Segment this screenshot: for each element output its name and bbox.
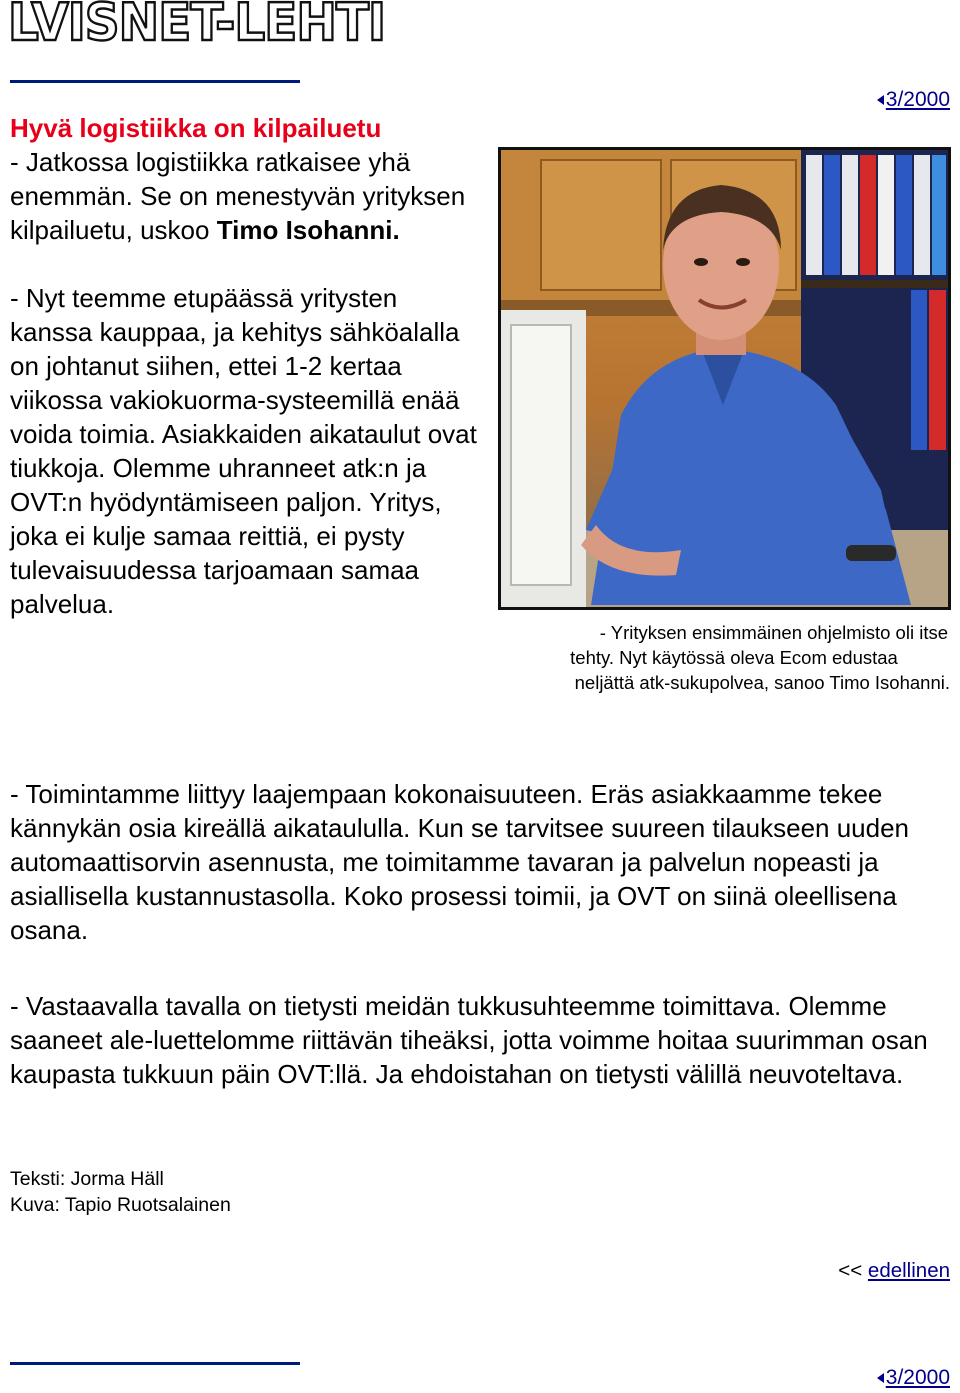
bottom-divider <box>10 1362 300 1365</box>
article-lead <box>10 145 485 247</box>
credit-photo: Kuva: Tapio Ruotsalainen <box>10 1194 231 1216</box>
article-headline: Hyvä logistiikka on kilpailuetu <box>10 113 382 143</box>
article-intro <box>10 111 485 621</box>
issue-link-bottom[interactable] <box>877 1366 950 1390</box>
credit-text: Teksti: Jorma Häll <box>10 1168 164 1190</box>
back-arrow-icon <box>877 95 884 105</box>
back-arrow-icon <box>877 1373 884 1383</box>
article-paragraph-3: - Vastaavalla tavalla on tietysti meidän tukkusuhteemme toimittava. Olemme saaneet ale-luettelomme riittävän tiheäksi, jotta voimme hoitaa suurimman osan kaupasta tukkuun päin OVT:llä. Ja ehdoistahan on tietysti välillä neuvoteltava. <box>10 991 928 1089</box>
portrait-illustration <box>501 150 948 607</box>
masthead-logo: LVISNET-LEHTI <box>8 0 386 53</box>
caption-line-3: neljättä atk-sukupolvea, sanoo Timo Isohanni. <box>574 672 950 693</box>
issue-link-top[interactable] <box>877 88 950 112</box>
issue-link-label: 3/2000 <box>885 88 950 111</box>
pagination <box>838 1259 950 1283</box>
lead-text: - Jatkossa logistiikka ratkaisee yhä enemmän. Se on menestyvän yrityksen kilpailuetu, uskoo <box>10 147 466 245</box>
previous-link[interactable]: edellinen <box>867 1259 950 1282</box>
article-credits <box>10 1166 231 1218</box>
caption-line-1: - Yrityksen ensimmäinen ohjelmisto oli itse <box>599 622 948 643</box>
article-paragraph-2-block <box>10 777 955 947</box>
article-paragraph-1: - Nyt teemme etupäässä yritysten kanssa kauppaa, ja kehitys sähköalalla on johtanut siihen, ettei 1-2 kertaa viikossa vakiokuorma-systeemillä enää voida toimia. Asiakkaiden aikataulut ovat tiukkoja. Olemme uhranneet atk:n ja OVT:n hyödyntämiseen paljon. Yritys, joka ei kulje samaa reittiä, ei pysty tulevaisuudessa tarjoamaan samaa palvelua. <box>10 283 477 619</box>
issue-link-label: 3/2000 <box>885 1366 950 1389</box>
lead-name: Timo Isohanni. <box>216 215 400 245</box>
nav-prefix: << <box>838 1259 863 1282</box>
article-paragraph-2: - Toimintamme liittyy laajempaan kokonaisuuteen. Eräs asiakkaamme tekee kännykän osia kireällä aikataululla. Kun se tarvitsee suureen tilaukseen uuden automaattisorvin asennusta, me toimitamme tavaran ja palvelun nopeasti ja asiallisella kustannustasolla. Koko prosessi toimii, ja OVT on siinä oleellisena osana. <box>10 779 910 945</box>
portrait-photo <box>498 147 951 610</box>
top-divider <box>10 80 300 83</box>
article-paragraph-3-block <box>10 989 955 1091</box>
caption-line-2: tehty. Nyt käytössä oleva Ecom edustaa <box>570 647 898 668</box>
photo-caption <box>488 620 950 695</box>
